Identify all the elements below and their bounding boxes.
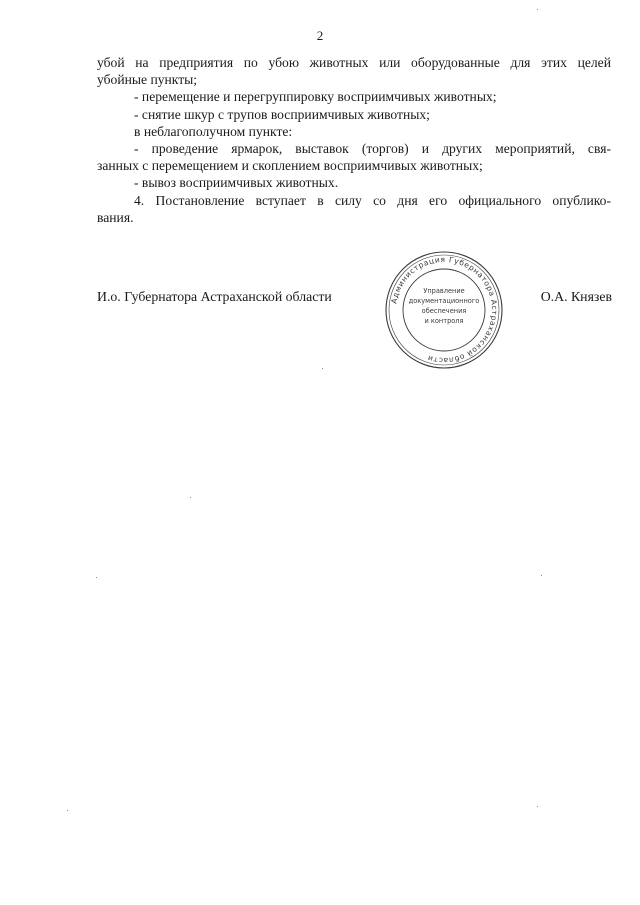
paragraph-line: убой на предприятия по убою животных или оборудованные для этих целей: [97, 55, 611, 70]
scan-speck: [541, 575, 542, 576]
scan-speck: [67, 810, 68, 811]
clause-4: 4. Постановление вступает в силу со дня его официального опублико-: [134, 192, 611, 208]
signature-block: [97, 289, 612, 309]
list-item: - вывоз восприимчивых животных.: [134, 175, 339, 191]
stamp-ring-text: Администрация Губернатора Астраханской области: [389, 254, 500, 366]
list-item: - проведение ярмарок, выставок (торгов) и других мероприятий, свя-: [134, 141, 611, 157]
stamp-center-line: и контроля: [424, 317, 464, 325]
stamp-center-line: документационного: [408, 297, 480, 305]
list-item: - снятие шкур с трупов восприимчивых животных;: [134, 106, 430, 122]
stamp-center-line: Управление: [423, 287, 465, 295]
scan-speck: [537, 9, 538, 10]
document-body: [97, 54, 611, 226]
signatory-name: О.А. Князев: [540, 289, 612, 304]
scan-speck: [537, 806, 538, 807]
scan-speck: [190, 497, 191, 498]
paragraph-line: занных с перемещением и скоплением восприимчивых животных;: [97, 158, 483, 174]
scan-speck: [96, 577, 97, 578]
scan-speck: [322, 368, 323, 369]
stamp-center-line: обеспечения: [421, 307, 467, 315]
paragraph-line: вания.: [97, 209, 134, 225]
paragraph-line: убойные пункты;: [97, 72, 198, 88]
list-item: - перемещение и перегруппировку восприимчивых животных;: [134, 89, 497, 105]
official-stamp: [383, 249, 505, 371]
signatory-position: И.о. Губернатора Астраханской области: [97, 289, 332, 304]
paragraph-line: в неблагополучном пункте:: [134, 123, 293, 139]
page-number: 2: [316, 28, 324, 43]
